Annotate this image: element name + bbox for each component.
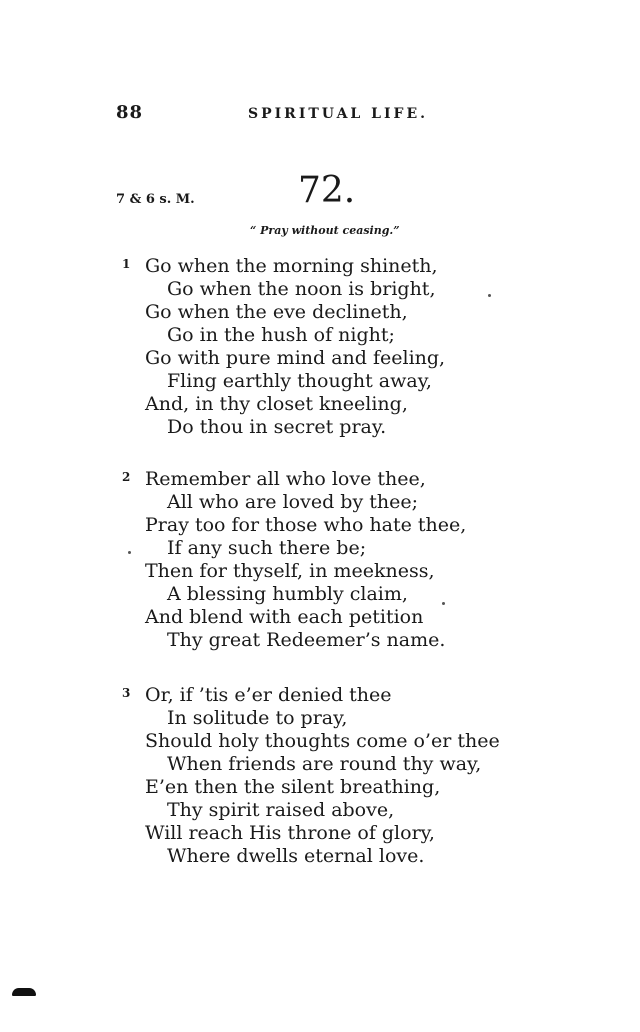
scan-ink-mark bbox=[12, 988, 36, 996]
scan-speck bbox=[442, 602, 445, 605]
hymn-epigraph: “ Pray without ceasing.” bbox=[250, 224, 400, 237]
verse-line: E’en then the silent breathing, bbox=[145, 776, 441, 798]
verse-line: Where dwells eternal love. bbox=[167, 845, 425, 867]
verse-line: Then for thyself, in meekness, bbox=[145, 560, 435, 582]
verse-line: When friends are round thy way, bbox=[167, 753, 482, 775]
verse-line: Fling earthly thought away, bbox=[167, 370, 432, 392]
verse-line: Remember all who love thee, bbox=[145, 468, 426, 490]
scan-speck bbox=[128, 551, 131, 554]
verse-line: Go when the morning shineth, bbox=[145, 255, 438, 277]
verse-line: And blend with each petition bbox=[145, 606, 424, 628]
running-title: SPIRITUAL LIFE. bbox=[248, 106, 429, 122]
verse-line: Go when the noon is bright, bbox=[167, 278, 436, 300]
verse-line: Will reach His throne of glory, bbox=[145, 822, 435, 844]
hymn-number: 72. bbox=[298, 170, 356, 211]
verse-line: A blessing humbly claim, bbox=[167, 583, 408, 605]
hymn-meter: 7 & 6 s. M. bbox=[116, 192, 195, 207]
verse-line: And, in thy closet kneeling, bbox=[145, 393, 408, 415]
verse-line: Thy great Redeemer’s name. bbox=[167, 629, 446, 651]
verse-line: Thy spirit raised above, bbox=[167, 799, 395, 821]
stanza-number: 2 bbox=[122, 470, 131, 484]
verse-line: Or, if ’tis e’er denied thee bbox=[145, 684, 392, 706]
verse-line: Go when the eve declineth, bbox=[145, 301, 408, 323]
page-number: 88 bbox=[116, 102, 144, 123]
verse-line: Pray too for those who hate thee, bbox=[145, 514, 467, 536]
verse-line: If any such there be; bbox=[167, 537, 367, 559]
scan-speck bbox=[488, 294, 491, 297]
verse-line: All who are loved by thee; bbox=[167, 491, 418, 513]
verse-line: Do thou in secret pray. bbox=[167, 416, 387, 438]
verse-line: Go in the hush of night; bbox=[167, 324, 395, 346]
verse-line: Go with pure mind and feeling, bbox=[145, 347, 446, 369]
verse-line: In solitude to pray, bbox=[167, 707, 348, 729]
stanza-number: 3 bbox=[122, 686, 131, 700]
stanza-number: 1 bbox=[122, 257, 131, 271]
verse-line: Should holy thoughts come o’er thee bbox=[145, 730, 500, 752]
